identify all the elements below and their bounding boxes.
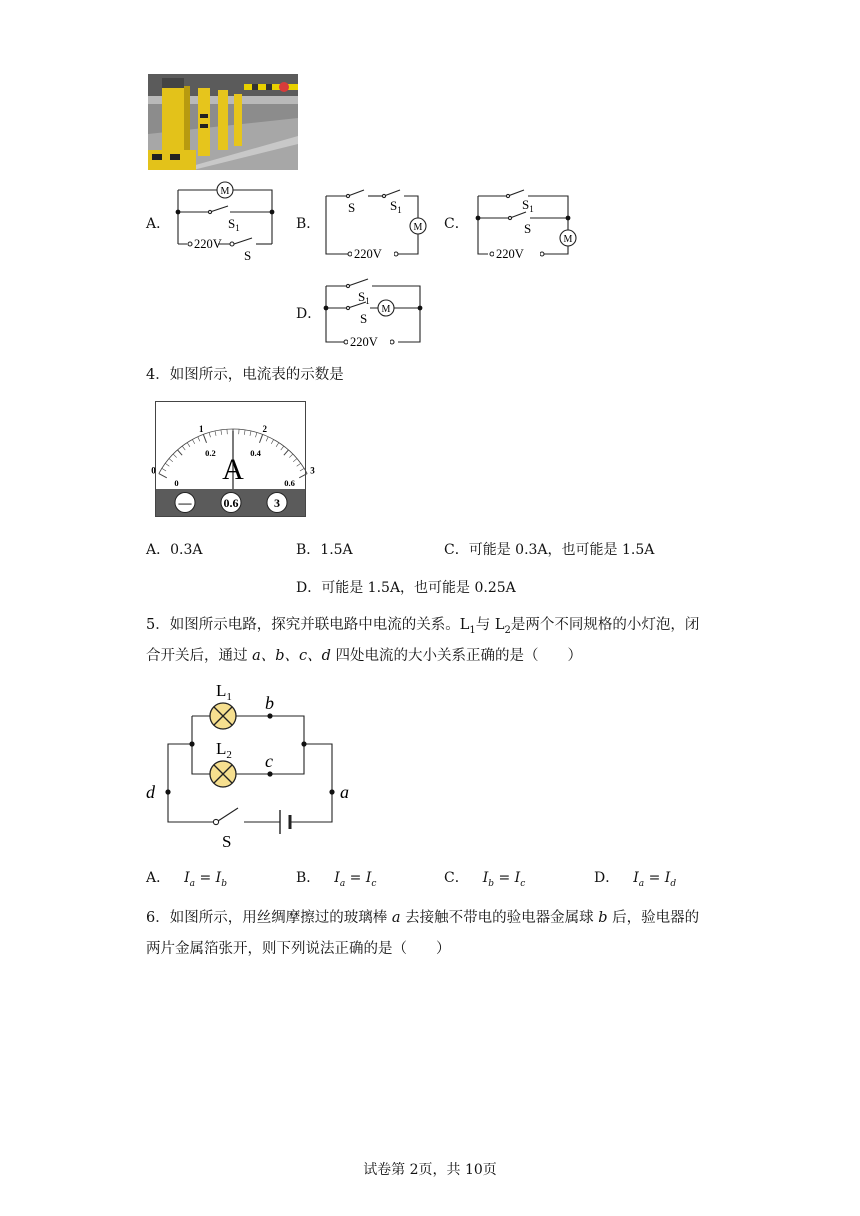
- switch-s-label: S: [222, 832, 232, 851]
- q3d-motor-label: M: [381, 304, 391, 315]
- lamp-l1: [210, 703, 236, 729]
- q3b-s1-label: $S_1$: [390, 198, 402, 215]
- q4-option-c: C．可能是 0.3A，也可能是 1.5A: [444, 542, 655, 558]
- q5-question-line2: 合开关后，通过 a、b、c、d 四处电流的大小关系正确的是（ ）: [146, 648, 583, 664]
- q3a-s1-label: $S_1$: [228, 216, 240, 233]
- q3-circuit-d: [318, 274, 428, 358]
- l2-label: $L_2$: [216, 739, 232, 761]
- scale-label-top: 1: [198, 423, 204, 434]
- q5-option-d: D． $I_a = I_d$: [594, 870, 677, 889]
- q5-option-b: B． $I_a = I_c$: [296, 870, 377, 889]
- q3b-motor-label: M: [413, 222, 423, 233]
- q3a-s-label: S: [244, 248, 252, 263]
- point-c-label: c: [265, 751, 273, 771]
- terminal-negative: —: [178, 495, 192, 510]
- q3c-s-label: S: [524, 221, 532, 236]
- ammeter-unit-label: A: [222, 453, 244, 486]
- terminal-0-6: 0.6: [223, 496, 239, 510]
- point-b-label: b: [265, 693, 274, 713]
- q3d-s-label: S: [360, 311, 368, 326]
- q4-question-text: 4．如图所示，电流表的示数是: [146, 367, 344, 383]
- parking-barrier-photo: [148, 74, 298, 170]
- page-footer: 试卷第 2页，共 10页: [363, 1162, 497, 1178]
- q6-question-line1: 6．如图所示，用丝绸摩擦过的玻璃棒 a 去接触不带电的验电器金属球 b 后，验电器的: [146, 910, 700, 926]
- q6-question-line2: 两片金属箔张开，则下列说法正确的是（ ）: [146, 941, 451, 957]
- q3-option-a-label: A．: [146, 216, 171, 232]
- q5-option-c: C． $I_b = I_c$: [444, 870, 526, 889]
- point-d-label: d: [146, 782, 155, 802]
- q3b-s-label: S: [348, 200, 356, 215]
- q4-option-a: A．0.3A: [146, 542, 203, 558]
- scale-label-top: 3: [310, 465, 315, 476]
- q3b-source-label: 220V: [354, 247, 382, 261]
- l1-label: $L_1$: [216, 681, 232, 703]
- q4-option-d: D．可能是 1.5A，也可能是 0.25A: [296, 580, 516, 596]
- ammeter-figure: [151, 401, 315, 517]
- q3-option-d-label: D．: [296, 306, 322, 322]
- q3-circuit-b: [318, 178, 436, 266]
- q4-option-b: B．1.5A: [296, 542, 353, 558]
- scale-label-bottom: 0.6: [284, 477, 295, 488]
- scale-label-top: 0: [151, 465, 156, 476]
- q3-option-b-label: B．: [296, 216, 321, 232]
- terminal-3: 3: [274, 496, 280, 510]
- point-a-label: a: [340, 782, 349, 802]
- q3d-source-label: 220V: [350, 335, 378, 349]
- q3c-motor-label: M: [563, 234, 573, 245]
- q5-question-line1: 5．如图所示电路，探究并联电路中电流的关系。$L_1$与 $L_2$是两个不同规格的小灯泡，闭: [146, 617, 700, 636]
- q3a-source-label: 220V: [194, 237, 222, 251]
- q3-circuit-c: [470, 178, 586, 266]
- q5-parallel-circuit: [140, 676, 370, 856]
- q3d-s1-label: $S_1$: [358, 289, 370, 306]
- q5-option-a: A． $I_a = I_b$: [146, 870, 227, 889]
- q3a-motor-label: M: [220, 186, 230, 197]
- q3c-s1-label: $S_1$: [522, 197, 534, 214]
- scale-label-top: 2: [262, 423, 268, 434]
- scale-label-bottom: 0.2: [205, 448, 216, 459]
- scale-label-bottom: 0.4: [250, 448, 261, 459]
- q3-circuit-a: [170, 178, 280, 268]
- lamp-l2: [210, 761, 236, 787]
- q3-option-c-label: C．: [444, 216, 469, 232]
- scale-label-bottom: 0: [174, 477, 179, 488]
- q3c-source-label: 220V: [496, 247, 524, 261]
